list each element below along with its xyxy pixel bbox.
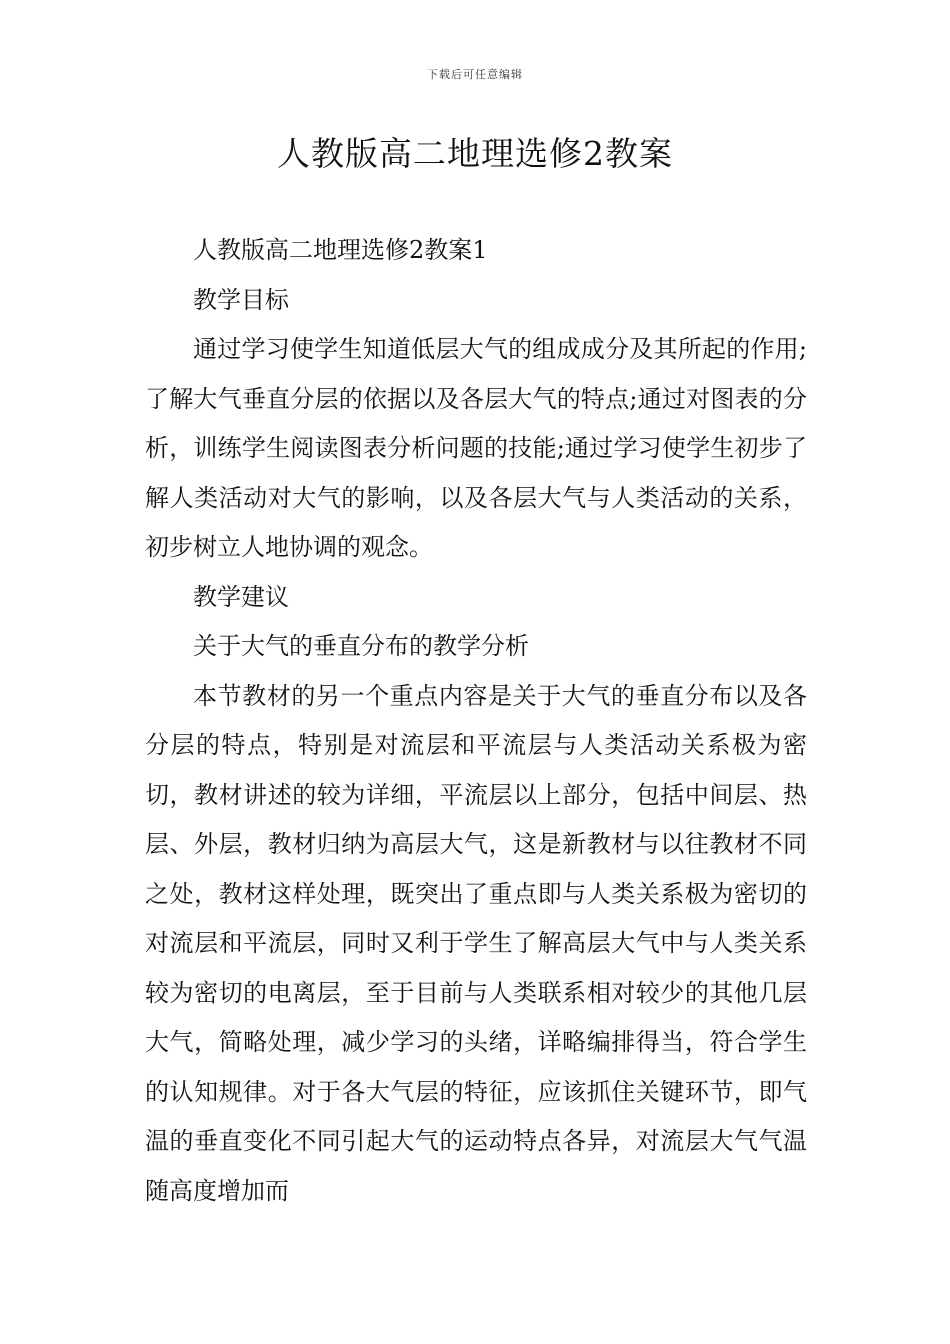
page-header-note: 下载后可任意编辑 [427,68,523,81]
lesson-subtitle: 人教版高二地理选修2教案1 [193,236,488,264]
teaching-advice-heading: 教学建议 [193,582,289,611]
analysis-paragraph: 本节教材的另一个重点内容是关于大气的垂直分布以及各分层的特点，特别是对流层和平流层与人类活动关系极为密切，教材讲述的较为详细，平流层以上部分，包括中间层、热层、外层，教材归纳为高层大气，这是新教材与以往教材不同之处，教材这样处理，既突出了重点即与人类关系极为密切的对流层和平流层，同时又利于学生了解高层大气中与人类关系较为密切的电离层，至于目前与人类联系相对较少的其他几层大气，简略处理，减少学习的头绪，详略编排得当，符合学生的认知规律。对于各大气层的特征，应该抓住关键环节，即气温的垂直变化不同引起大气的运动特点各异，对流层大气气温随高度增加而 [145,681,807,1205]
teaching-goals-heading: 教学目标 [193,285,289,314]
document-body [145,226,807,1216]
teaching-goals-paragraph: 通过学习使学生知道低层大气的组成成分及其所起的作用;了解大气垂直分层的依据以及各层大气的特点;通过对图表的分析，训练学生阅读图表分析问题的技能;通过学习使学生初步了解人类活动对大气的影响，以及各层大气与人类活动的关系，初步树立人地协调的观念。 [145,335,807,561]
analysis-heading: 关于大气的垂直分布的教学分析 [193,632,529,660]
document-title: 人教版高二地理选修2教案 [277,134,673,173]
